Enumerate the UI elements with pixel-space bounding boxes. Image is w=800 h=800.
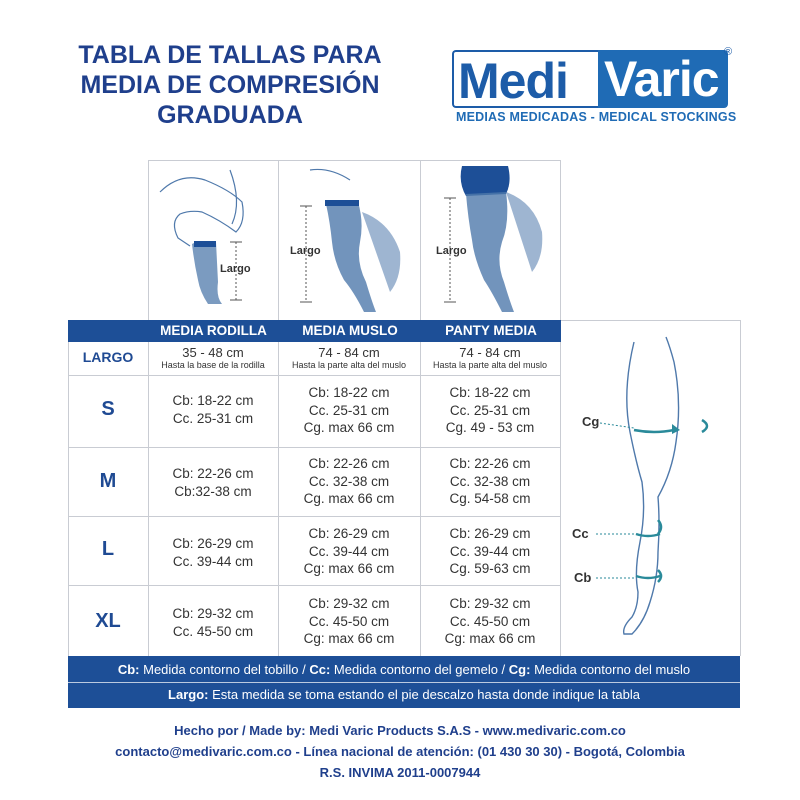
thigh-high-illustration: [280, 162, 418, 317]
grid-line: [560, 160, 561, 656]
legend-largo: Largo: Esta medida se toma estando el pie descalzo hasta donde indique la tabla: [168, 687, 640, 702]
grid-line: [68, 342, 69, 656]
title-line-3: GRADUADA: [157, 101, 303, 129]
cb-label: Cb: [574, 570, 592, 585]
size-xl-rodilla: Cb: 29-32 cm Cc. 45-50 cm: [172, 606, 254, 639]
size-xl-muslo: Cb: 29-32 cm Cc. 45-50 cm Cg: max 66 cm: [303, 596, 395, 646]
footer-invima: R.S. INVIMA 2011-0007944: [319, 765, 481, 780]
size-xl-panty: Cb: 29-32 cm Cc. 45-50 cm Cg: max 66 cm: [444, 596, 536, 646]
column-header-panty: PANTY MEDIA: [421, 320, 561, 342]
size-label-m: M: [99, 470, 117, 492]
grid-line: [68, 375, 560, 376]
size-l-muslo: Cb: 26-29 cm Cc. 39-44 cm Cg: max 66 cm: [303, 526, 395, 576]
legend-measurements: Cb: Medida contorno del tobillo / Cc: Medida contorno del gemelo / Cg: Medida contorno del muslo: [117, 662, 691, 677]
cc-label: Cc: [572, 526, 589, 541]
size-s-rodilla: Cb: 18-22 cm Cc. 25-31 cm: [172, 393, 254, 426]
cg-label: Cg: [582, 414, 600, 429]
medivaric-logo: [452, 46, 742, 128]
grid-line: [740, 320, 741, 656]
size-m-panty: Cb: 22-26 cm Cc. 32-38 cm Cg. 54-58 cm: [449, 456, 531, 506]
grid-line: [68, 585, 560, 586]
size-s-panty: Cb: 18-22 cm Cc. 25-31 cm Cg. 49 - 53 cm: [445, 385, 535, 435]
largo-label: Largo: [290, 245, 321, 257]
grid-line: [68, 516, 560, 517]
page-title: [40, 40, 420, 130]
largo-cell-muslo: 74 - 84 cm Hasta la parte alta del muslo: [291, 345, 407, 370]
header-blank: [68, 320, 148, 342]
largo-cell-rodilla: 35 - 48 cm Hasta la base de la rodilla: [161, 345, 265, 370]
size-label-xl: XL: [95, 610, 121, 632]
grid-line: [68, 447, 560, 448]
largo-cell-panty: 74 - 84 cm Hasta la parte alta del muslo: [432, 345, 548, 370]
largo-label: Largo: [220, 263, 251, 275]
column-header-rodilla: MEDIA RODILLA: [148, 320, 279, 342]
grid-line: [148, 160, 561, 161]
leg-measurement-diagram: [562, 322, 738, 654]
size-label-s: S: [101, 398, 115, 420]
size-s-muslo: Cb: 18-22 cm Cc. 25-31 cm Cg. max 66 cm: [303, 385, 395, 435]
row-label-largo: LARGO: [82, 349, 134, 365]
size-l-panty: Cb: 26-29 cm Cc. 39-44 cm Cg. 59-63 cm: [449, 526, 531, 576]
legend-divider: [68, 682, 740, 683]
logo-varic: Varic: [598, 50, 728, 108]
largo-label: Largo: [436, 245, 467, 257]
grid-line: [560, 320, 741, 321]
size-label-l: L: [101, 538, 115, 560]
logo-medi: Medi: [452, 50, 598, 108]
title-line-2: MEDIA DE COMPRESIÓN: [80, 71, 380, 99]
knee-high-illustration: [150, 162, 276, 317]
legend-bar: [68, 656, 740, 708]
footer-made-by: Hecho por / Made by: Medi Varic Products S.A.S - www.medivaric.com.co: [174, 723, 626, 738]
footer-contact: contacto@medivaric.com.co - Línea nacional de atención: (01 430 30 30) - Bogotá, Colombia: [115, 744, 685, 759]
pantyhose-illustration: [422, 162, 558, 317]
column-header-muslo: MEDIA MUSLO: [279, 320, 421, 342]
size-m-rodilla: Cb: 22-26 cm Cb:32-38 cm: [172, 466, 254, 499]
size-m-muslo: Cb: 22-26 cm Cc. 32-38 cm Cg. max 66 cm: [303, 456, 395, 506]
size-l-rodilla: Cb: 26-29 cm Cc. 39-44 cm: [172, 536, 254, 569]
logo-subtitle: MEDIAS MEDICADAS - MEDICAL STOCKINGS: [456, 110, 737, 124]
title-line-1: TABLA DE TALLAS PARA: [78, 41, 382, 69]
registered-mark: ®: [724, 46, 733, 58]
